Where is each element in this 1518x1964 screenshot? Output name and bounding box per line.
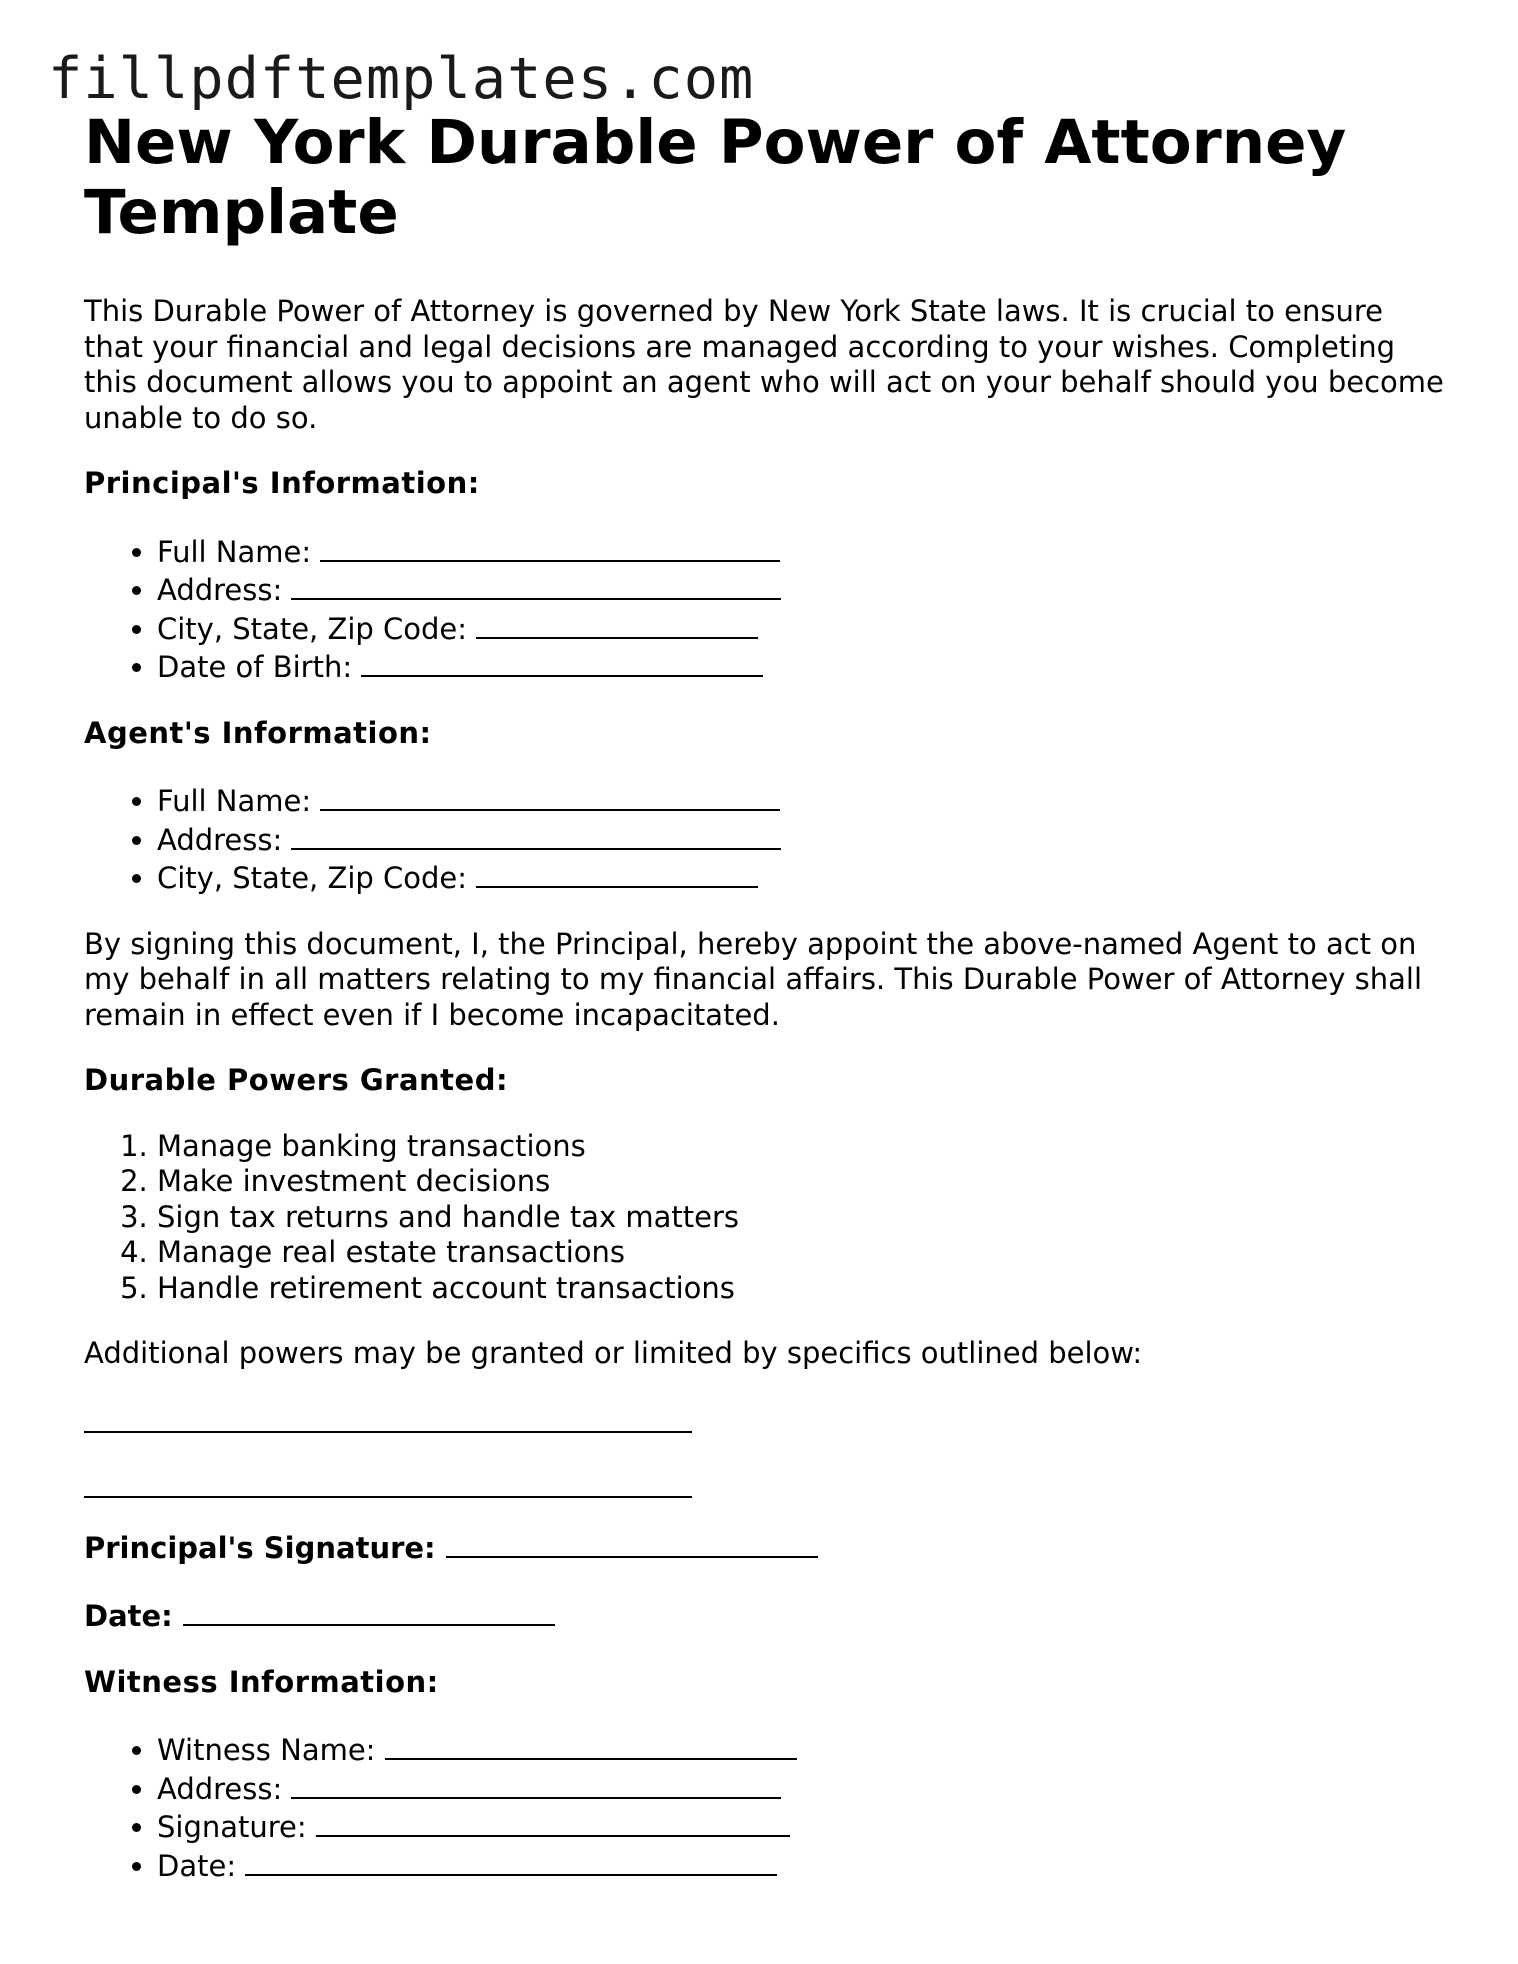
intro-paragraph: This Durable Power of Attorney is governed by New York State laws. It is crucial to ensure that your financial and legal decisions are managed according to your wishes. Completing this document allows you to appoint an agent who will act on your behalf should you become unable to do so. (84, 294, 1444, 435)
power-item: 5. Handle retirement account transactions (157, 1271, 1444, 1307)
principal-dob-field[interactable]: • Date of Birth: (157, 647, 1444, 686)
agent-city-line[interactable] (476, 858, 758, 888)
agent-full-name-field[interactable]: • Full Name: (157, 781, 1444, 820)
witness-date-line[interactable] (245, 1846, 777, 1876)
agent-city-field[interactable]: • City, State, Zip Code: (157, 858, 1444, 897)
principal-signature-row: Principal's Signature: (84, 1528, 1444, 1567)
additional-powers-text: Additional powers may be granted or limited by specifics outlined below: (84, 1336, 1143, 1370)
principal-address-field[interactable]: • Address: (157, 570, 1444, 609)
witness-address-line[interactable] (291, 1769, 781, 1799)
power-item: 1. Manage banking transactions (157, 1129, 1444, 1165)
agent-address-field[interactable]: • Address: (157, 820, 1444, 859)
principal-address-line[interactable] (291, 570, 781, 600)
signature-date-row: Date: (84, 1596, 1444, 1635)
agent-full-name-line[interactable] (320, 781, 780, 811)
witness-signature-field[interactable]: • Signature: (157, 1807, 1444, 1846)
additional-powers-line[interactable] (84, 1396, 692, 1433)
principal-full-name-field[interactable]: • Full Name: (157, 532, 1444, 571)
agent-address-line[interactable] (291, 820, 781, 850)
power-item: 4. Manage real estate transactions (157, 1235, 1444, 1271)
powers-list (84, 1129, 1444, 1307)
witness-date-field[interactable]: • Date: (157, 1846, 1444, 1885)
document-title: New York Durable Power of Attorney Template (84, 107, 1347, 248)
power-item: 2. Make investment decisions (157, 1164, 1444, 1200)
principal-signature-line[interactable] (446, 1528, 818, 1558)
witness-heading: Witness Information: (84, 1664, 439, 1699)
document-page (84, 108, 1444, 1884)
signature-date-line[interactable] (183, 1596, 555, 1626)
additional-powers-line[interactable] (84, 1461, 692, 1498)
principal-city-line[interactable] (476, 609, 758, 639)
appointment-paragraph: By signing this document, I, the Principal, hereby appoint the above-named Agent to act on my behalf in all matters relating to my financial affairs. This Durable Power of Attorney shall remain in effect even if I become incapacitated. (84, 926, 1423, 1032)
witness-fields (84, 1730, 1444, 1884)
site-watermark: fillpdftemplates.com (48, 46, 755, 112)
principal-heading: Principal's Information: (84, 466, 480, 500)
agent-heading: Agent's Information: (84, 715, 432, 750)
powers-heading: Durable Powers Granted: (84, 1063, 509, 1097)
witness-name-field[interactable]: • Witness Name: (157, 1730, 1444, 1769)
agent-fields (84, 781, 1444, 897)
principal-dob-line[interactable] (361, 647, 763, 677)
principal-fields (84, 532, 1444, 686)
witness-address-field[interactable]: • Address: (157, 1769, 1444, 1808)
witness-signature-line[interactable] (316, 1807, 790, 1837)
power-item: 3. Sign tax returns and handle tax matters (157, 1200, 1444, 1236)
principal-full-name-line[interactable] (320, 532, 780, 562)
witness-name-line[interactable] (385, 1730, 797, 1760)
principal-city-field[interactable]: • City, State, Zip Code: (157, 609, 1444, 648)
